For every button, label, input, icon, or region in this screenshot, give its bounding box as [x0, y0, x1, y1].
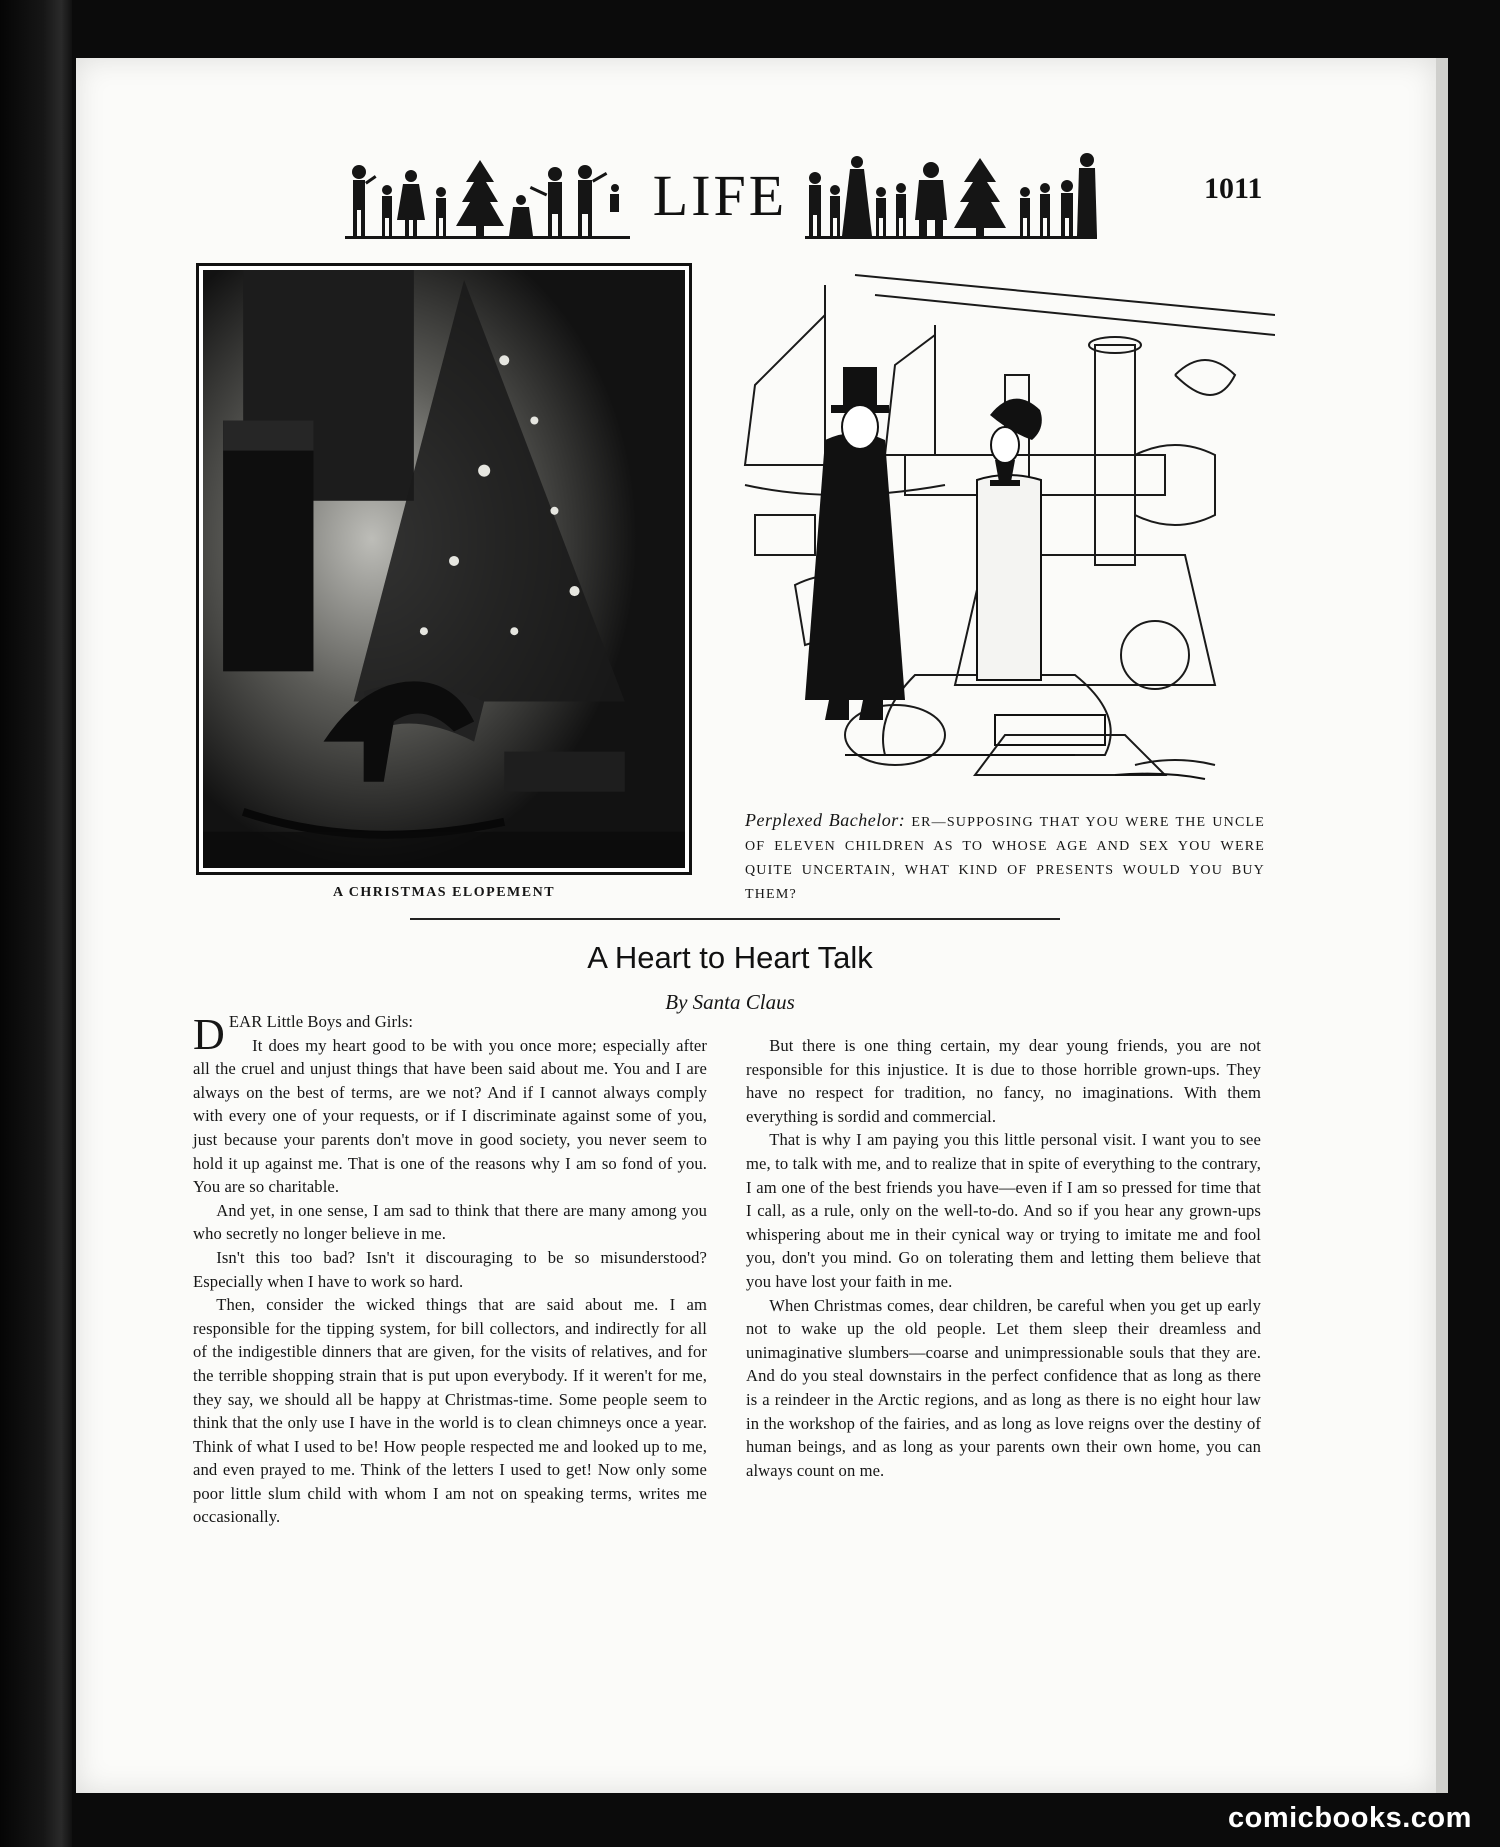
article-paragraph: That is why I am paying you this little personal visit. I want you to see me, to talk with me, and to realize that in spite of everything to the contrary, I am one of the best friends you have—even if I am so pressed for time that I call, as a rule, only on the well-to-do. And so if you hear any grown-ups whispering about me in their cynical way or trying to imitate me and fool you, don't you mind. Go on tolerating them and letting them believe that you have lost your faith in me.	[746, 1130, 1261, 1291]
section-divider	[410, 918, 1060, 920]
masthead-title: LIFE	[652, 163, 788, 228]
cartoon-caption-text: ER—SUPPOSING THAT YOU WERE THE UNCLE OF ELEVEN CHILDREN AS TO WHOSE AGE AND SEX YOU WERE QUITE UNCERTAIN, WHAT KIND OF PRESENTS WOULD YOU BUY THEM?	[745, 815, 1265, 902]
christmas-photo-frame	[196, 263, 692, 875]
article-title: A Heart to Heart Talk	[587, 940, 873, 975]
salutation: EAR Little Boys and Girls:	[228, 1012, 414, 1031]
cartoon-caption	[745, 808, 1265, 907]
page-number: 1011	[1204, 172, 1263, 205]
masthead	[345, 152, 1095, 242]
article-paragraph: And yet, in one sense, I am sad to think that there are many among you who secretly no longer believe in me.	[193, 1200, 707, 1244]
page-edge	[1436, 58, 1448, 1793]
article-column-right	[746, 1034, 1261, 1482]
masthead-figures-left-illustration	[345, 152, 630, 242]
article-paragraph: Isn't this too bad? Isn't it discouraging to be so misunderstood? Especially when I have to work so hard.	[193, 1247, 707, 1291]
christmas-elopement-photo	[203, 270, 685, 868]
salutation-paragraph	[193, 1010, 707, 1059]
article-paragraph: When Christmas comes, dear children, be careful when you get up early not to wake up the old people. Let them sleep their dreamless and unimaginative slumbers—coarse and unimpressionable souls that they are. And do you steal downstairs in the perfect confidence that as long as there is a reindeer in the Arctic regions, and as long as there is no eight hour law in the workshop of the fairies, and as long as love reigns over the destiny of human beings, and as long as your parents own their own home, you can always count on me.	[746, 1295, 1261, 1480]
cartoon-speaker: Perplexed Bachelor:	[745, 810, 906, 830]
toy-shop-cartoon-illustration	[735, 255, 1275, 795]
masthead-figures-right-illustration	[805, 152, 1097, 242]
book-spine	[0, 0, 72, 1847]
article-paragraph: But there is one thing certain, my dear young friends, you are not responsible for this injustice. It is due to those horrible grown-ups. They have no respect for tradition, no fancy, no imaginations. With them everything is sordid and commercial.	[746, 1036, 1261, 1126]
site-watermark: comicbooks.com	[1228, 1802, 1472, 1834]
article-paragraph: Then, consider the wicked things that are said about me. I am responsible for the tipping system, for bill collectors, and indirectly for all of the indigestible dinners that are given, for the visits of relatives, and for the terrible shopping strain that is put upon everybody. If it weren't for me, they say, we should all be happy at Christmas-time. Some people seem to think that the only use I have in the world is to clean chimneys once a year. Think of what I used to be! How people respected me and looked up to me, and even prayed to me. Think of the letters I used to get! Now only some poor little slum child with whom I am not on speaking terms, writes me occasionally.	[193, 1295, 707, 1527]
article-byline: By Santa Claus	[665, 990, 795, 1014]
photo-caption: A CHRISTMAS ELOPEMENT	[332, 885, 556, 900]
article-paragraph: It does my heart good to be with you once more; especially after all the cruel and unjust things that have been said about me. You and I are always on the best of terms, are we not? And if I cannot always comply with every one of your requests, or if I discriminate against some of you, just because your parents don't move in good society, you never seem to hold it up against me. That is one of the reasons why I am so fond of you. You are so charitable.	[193, 1035, 707, 1197]
article-column-left	[193, 1010, 707, 1529]
drop-cap: D	[193, 1010, 225, 1059]
